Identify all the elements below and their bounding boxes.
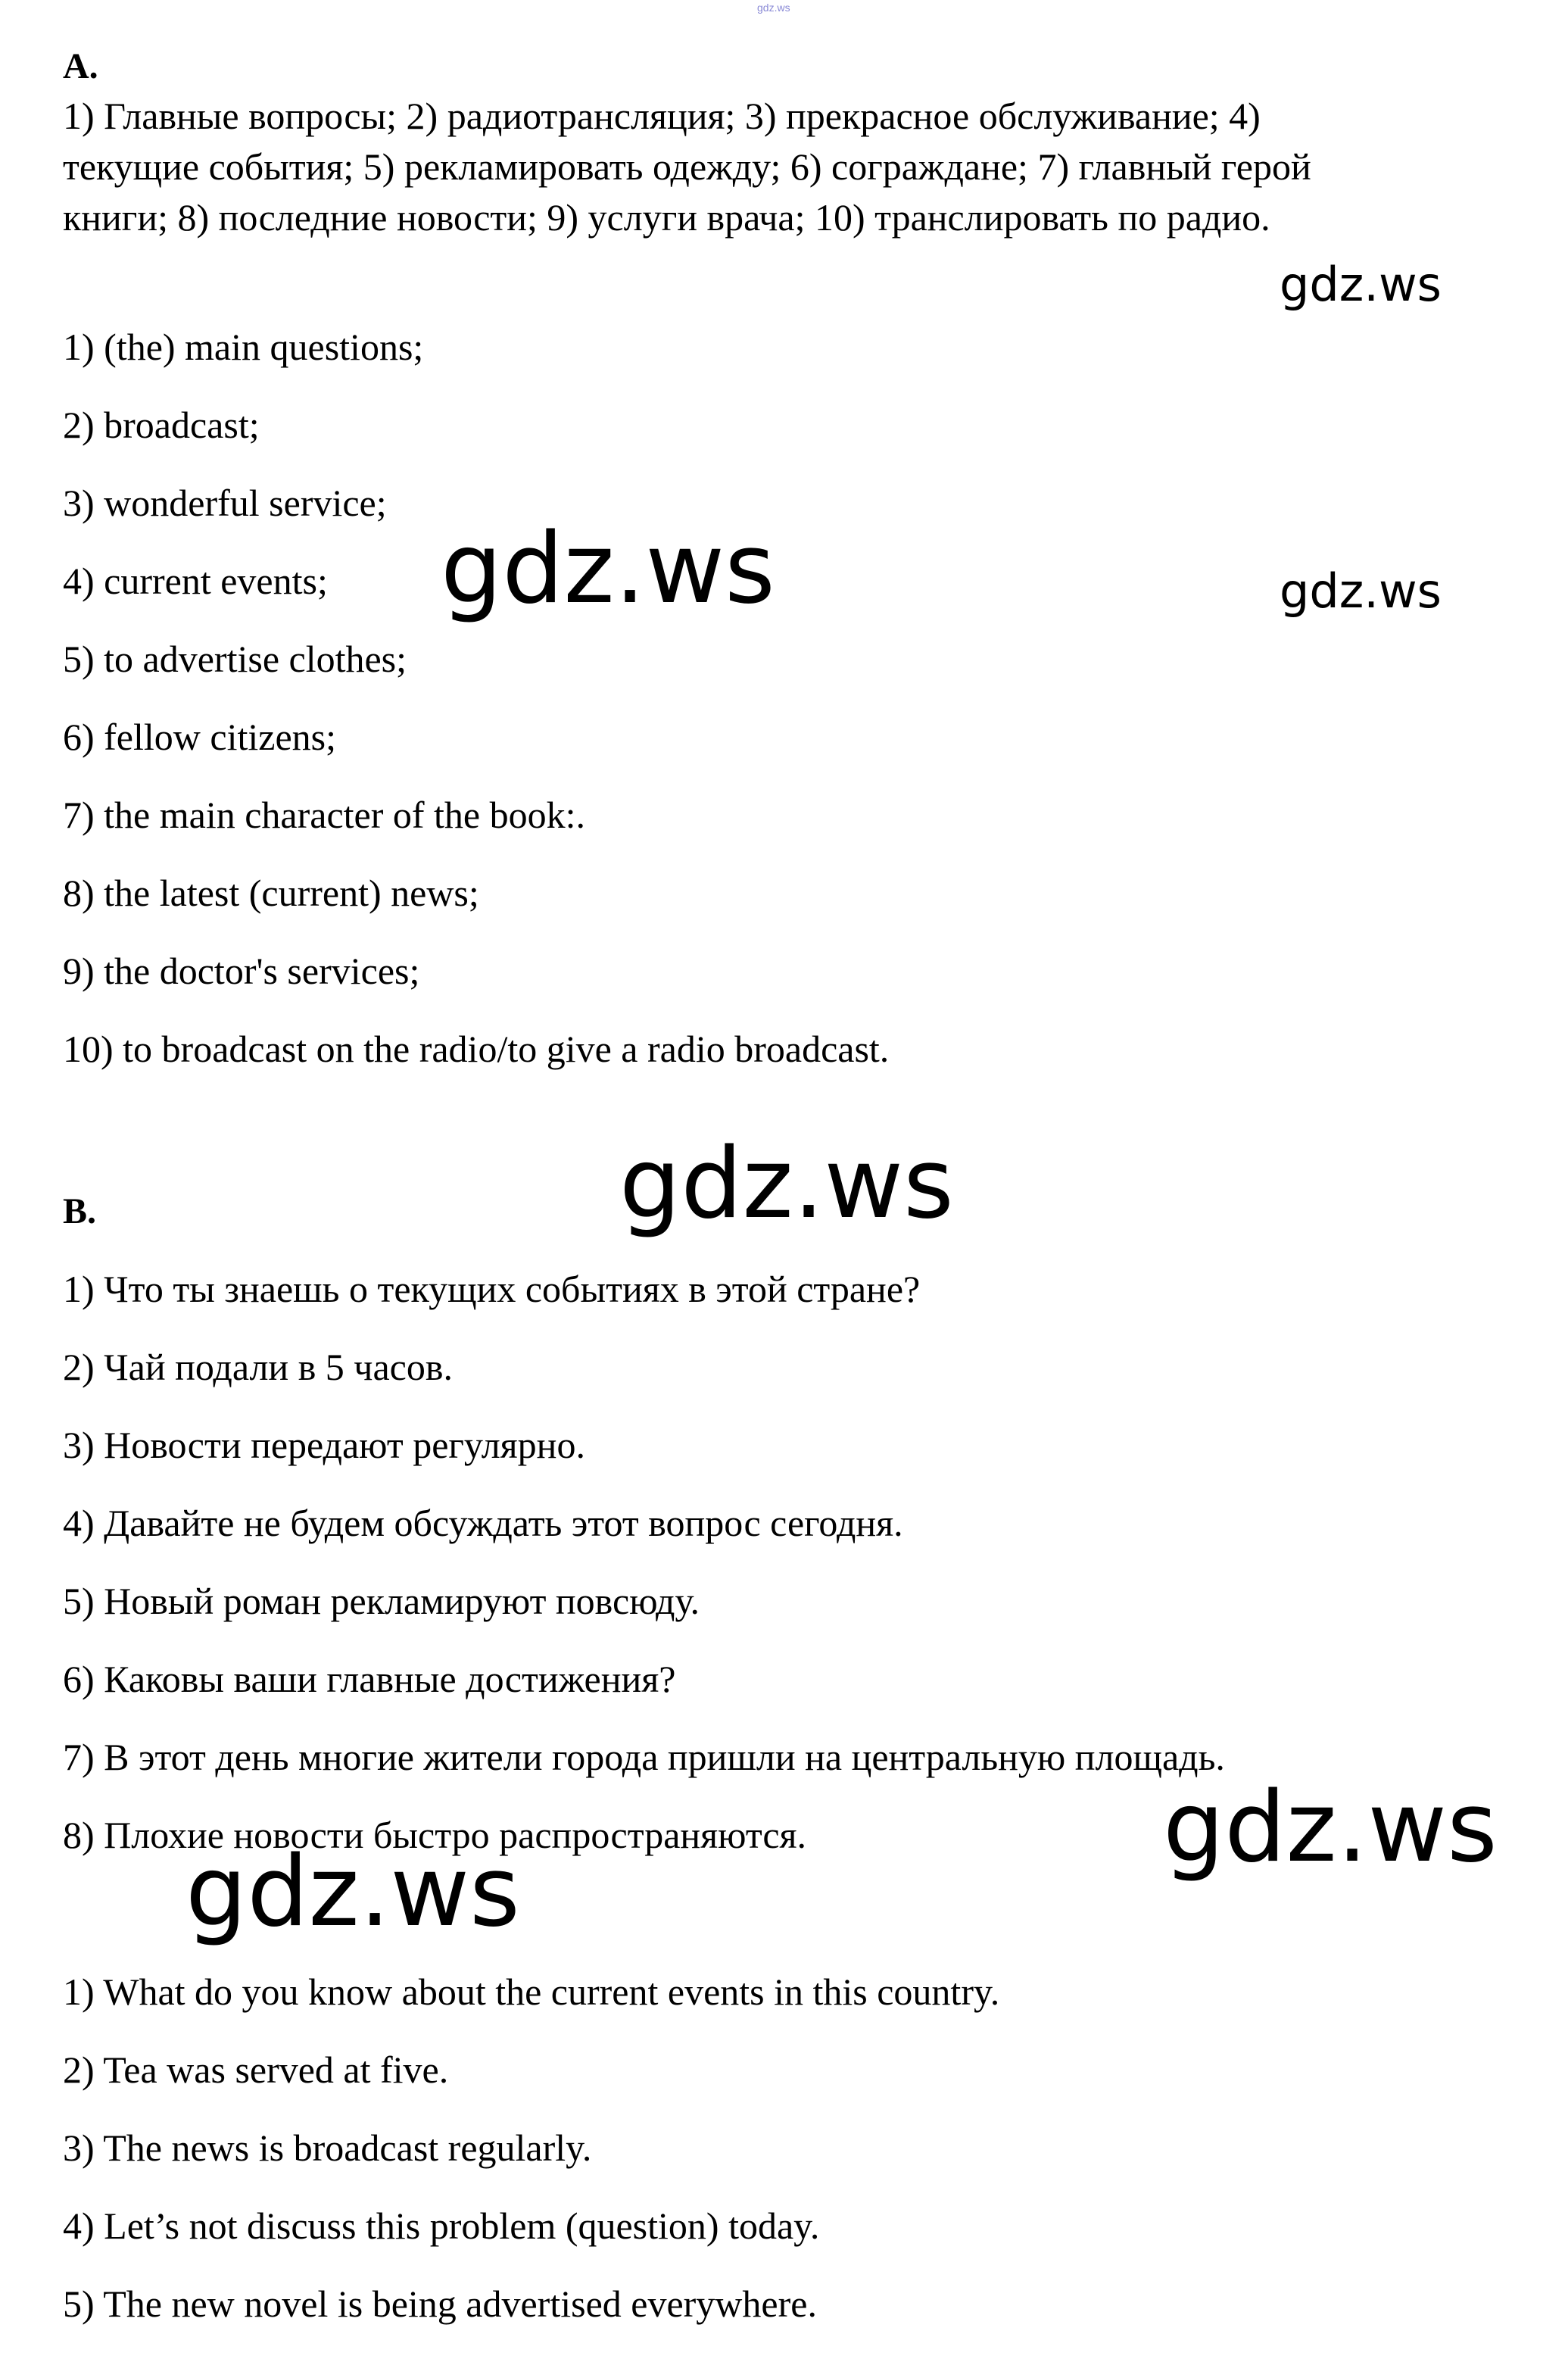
list-item: 3) wonderful service; [63,482,387,524]
watermark: gdz.ws [619,1128,954,1240]
watermark: gdz.ws [441,513,775,626]
list-item: 10) to broadcast on the radio/to give a radio broadcast. [63,1028,890,1070]
list-item: 8) the latest (current) news; [63,872,479,914]
list-item: 4) Let’s not discuss this problem (question) today. [63,2205,820,2247]
list-item: 3) The news is broadcast regularly. [63,2127,592,2169]
section-b-heading: B. [63,1191,97,1231]
list-item: 2) broadcast; [63,404,260,446]
list-item: 3) Новости передают регулярно. [63,1424,585,1466]
section-a-heading: A. [63,46,98,86]
list-item: 2) Tea was served at five. [63,2049,449,2091]
list-item: 6) fellow citizens; [63,716,336,758]
section-b-sentences [63,1266,1225,1890]
watermark: gdz.ws [1163,1771,1498,1884]
list-item: 1) What do you know about the current events in this country. [63,1971,1000,2013]
list-item: 4) Давайте не будем обсуждать этот вопрос сегодня. [63,1502,903,1544]
section-a-paragraph [63,91,1547,243]
watermark: gdz.ws [1280,563,1442,619]
list-item: 5) to advertise clothes; [63,638,407,680]
paragraph-line: книги; 8) последние новости; 9) услуги врача; 10) транслировать по радио. [63,196,1270,239]
section-a-answers [63,324,889,1104]
list-item: 4) current events; [63,560,328,602]
watermark: gdz.ws [1280,257,1442,312]
list-item: 9) the doctor's services; [63,950,420,992]
paragraph-line: текущие события; 5) рекламировать одежду; 6) сограждане; 7) главный герой [63,145,1311,188]
list-item: 1) Что ты знаешь о текущих событиях в этой стране? [63,1268,921,1310]
list-item: 7) the main character of the book:. [63,794,585,836]
watermark: gdz.ws [185,1836,520,1949]
section-b-translations [63,1969,999,2359]
list-item: 7) В этот день многие жители города пришли на центральную площадь. [63,1736,1225,1778]
list-item: 2) Чай подали в 5 часов. [63,1346,453,1388]
header-watermark: gdz.ws [757,2,790,14]
list-item: 5) Новый роман рекламируют повсюду. [63,1580,700,1622]
list-item: 6) Каковы ваши главные достижения? [63,1658,676,1700]
list-item: 5) The new novel is being advertised everywhere. [63,2283,817,2325]
list-item: 8) Плохие новости быстро распространяются. [63,1814,807,1856]
list-item: 1) (the) main questions; [63,326,424,368]
paragraph-line: 1) Главные вопросы; 2) радиотрансляция; 3) прекрасное обслуживание; 4) [63,95,1261,137]
